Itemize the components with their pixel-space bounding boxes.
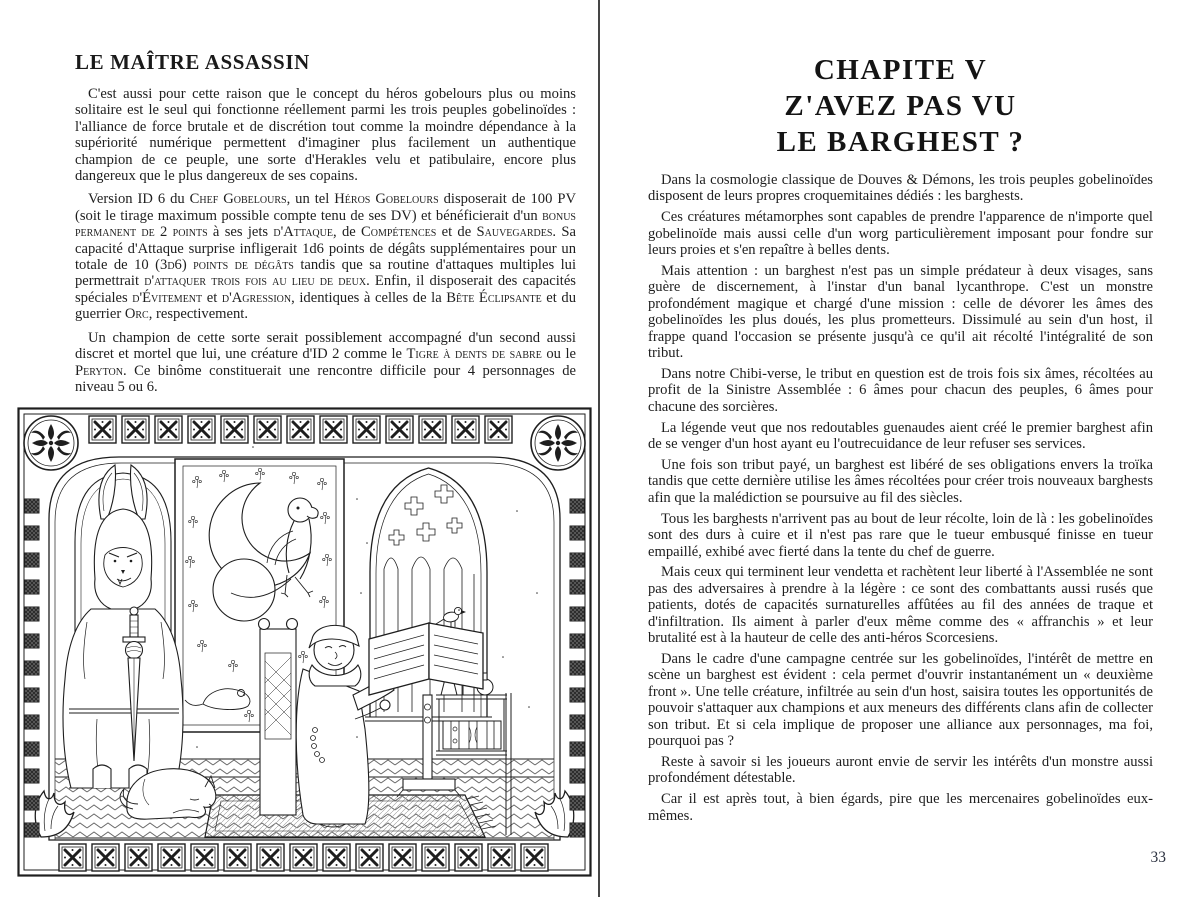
paragraph: Version ID 6 du Chef Gobelours, un tel Héros Gobelours disposerait de 100 PV (soit le tirage maximum possible compte tenu de ses DV) et bénéficierait d'un bonus permanent de 2 points à ses jets d'Attaque, de Compétences et de Sauvegardes. Sa capacité d'Attaque surprise infligerait 1d6 points de dégâts supplémentaires pour un totale de 10 (3d6) points de dégâts tandis que sa routine d'attaques multiples lui permettrait d'attaquer trois fois au lieu de deux. Enfin, il disposerait des capacités spéciales d'Évitement et d'Agression, identiques à celles de la Bête Éclipsante et du guerrier Orc, respectivement.: [75, 191, 577, 323]
paragraph: Dans le cadre d'une campagne centrée sur les gobelinoïdes, l'intérêt de mettre en scène un barghest est évident : cela permet d'ouvrir instantanément un « deuxième front ». Une telle créature, infiltrée au sein d'un host, saisira toutes les opportunités de pouvoir s'attaquer aux champions et aux meneurs des différents clans afin de collecter son tribut. Et si cela implique de proposer une alliance aux personnages, ma foi, pourquoi pas ?: [648, 650, 1153, 749]
paragraph: Une fois son tribut payé, un barghest est libéré de ses obligations envers la troïka tandis que cette dernière utilise les âmes récoltées pour créer trois nouveaux barghests afin que la malédiction se poursuive au fil des siècles.: [648, 457, 1153, 506]
moon: [213, 559, 275, 621]
paragraph: C'est aussi pour cette raison que le concept du héros gobelours plus ou moins solitaire est le seul qui fonctionne réellement parmi les trois peuples gobelinoïdes : l'alliance de force brutale et de discrétion tout comme la moindre dépendance à la supériorité numérique permettent d'imaginer plus facilement un authentique champion de ce peuple, une sorte d'Herakles velu et patibulaire, encore plus dangereux que le plus dangereux de ses copains.: [75, 86, 576, 185]
paragraph: La légende veut que nos redoutables guenaudes aient créé le premier barghest afin de se venger d'un host ayant eu l'outrecuidance de leur refuser ses services.: [648, 419, 1153, 453]
medallion-top-right: [531, 416, 585, 470]
paragraph: Un champion de cette sorte serait possiblement accompagné d'un second aussi discret et mortel que lui, une créature d'ID 2 comme le Tigre à dents de sabre ou le Peryton. Ce binôme constituerait une rencontre difficile pour 4 personnages de niveau 5 ou 6.: [75, 329, 577, 395]
medieval-illustration: [17, 407, 592, 877]
paragraph: Dans la cosmologie classique de Douves & Démons, les trois peuples gobelinoïdes disposent de leurs propres croquemitaines dédiés : les barghests.: [648, 172, 1153, 205]
paragraph: Mais attention : un barghest n'est pas un simple prédateur à deux visages, sans guère de discernement, à l'instar d'un banal lycanthrope. C'est un monstre profondément magique et chargé d'une mission : celle de dévorer les âmes des gobelinoïdes les plus doués, les plus prometteurs. Dissimulé au sein d'un host, il frappe quand l'occasion se présente jusqu'à ce qu'il ait récolté l'intégralité de son tribut.: [648, 263, 1153, 362]
paragraph: Mais ceux qui terminent leur vendetta et rachètent leur liberté à l'Assemblée ne sont pas des adversaires à prendre à la légère : ce sont des combattants aussi rusés que patients, dotés de capacités surnaturelles affûtées au fil des années de traque et d'infiltration. Ils aiment à parler d'eux même comme des « affranchis » et leur brutalité est à la hauteur de celle des anti-héros Scorcesiens.: [648, 564, 1153, 647]
paragraph: Tous les barghests n'arrivent pas au bout de leur récolte, loin de là : les gobelinoïdes sont des durs à cuire et il n'est pas rare que le tueur embusqué finisse en tueur empaillé, exhibé avec fierté dans la tente du chef de guerre.: [648, 510, 1153, 560]
section-title: LE MAÎTRE ASSASSIN: [75, 50, 310, 74]
chair: [259, 619, 298, 816]
paragraph: Reste à savoir si les joueurs auront envie de servir les intérêts d'un monstre aussi profondément détestable.: [648, 753, 1153, 787]
chapter-title: [648, 52, 1153, 160]
chapter-title-line-1: CHAPITE V: [813, 54, 988, 86]
page-right: [600, 0, 1200, 897]
right-body-text: [648, 172, 1153, 829]
chapter-title-line-2: Z'AVEZ PAS VU: [784, 90, 1017, 122]
medallion-top-left: [24, 416, 78, 470]
chapter-title-line-3: LE BARGHEST ?: [776, 126, 1025, 158]
left-body-text: [75, 86, 576, 402]
book-spines: [443, 721, 501, 749]
ornament-tile-row-bottom: [59, 844, 548, 871]
paragraph: Ces créatures métamorphes sont capables de prendre l'apparence de n'importe quel gobelinoïde mais aussi celle d'un worg particulièrement imposant pour fondre sur leurs proies et s'en repaître à belles dents.: [648, 209, 1153, 259]
paragraph: Dans notre Chibi-verse, le tribut en question est de trois fois six âmes, récoltées au profit de la Sinistre Assemblée : 6 âmes pour chacun des peuples, 6 âmes pour chacune des sorcières.: [648, 365, 1153, 415]
page-number: 33: [1150, 849, 1166, 866]
paragraph: Car il est après tout, à bien égards, pire que les mercenaires gobelinoïdes eux-mêmes.: [648, 791, 1153, 824]
